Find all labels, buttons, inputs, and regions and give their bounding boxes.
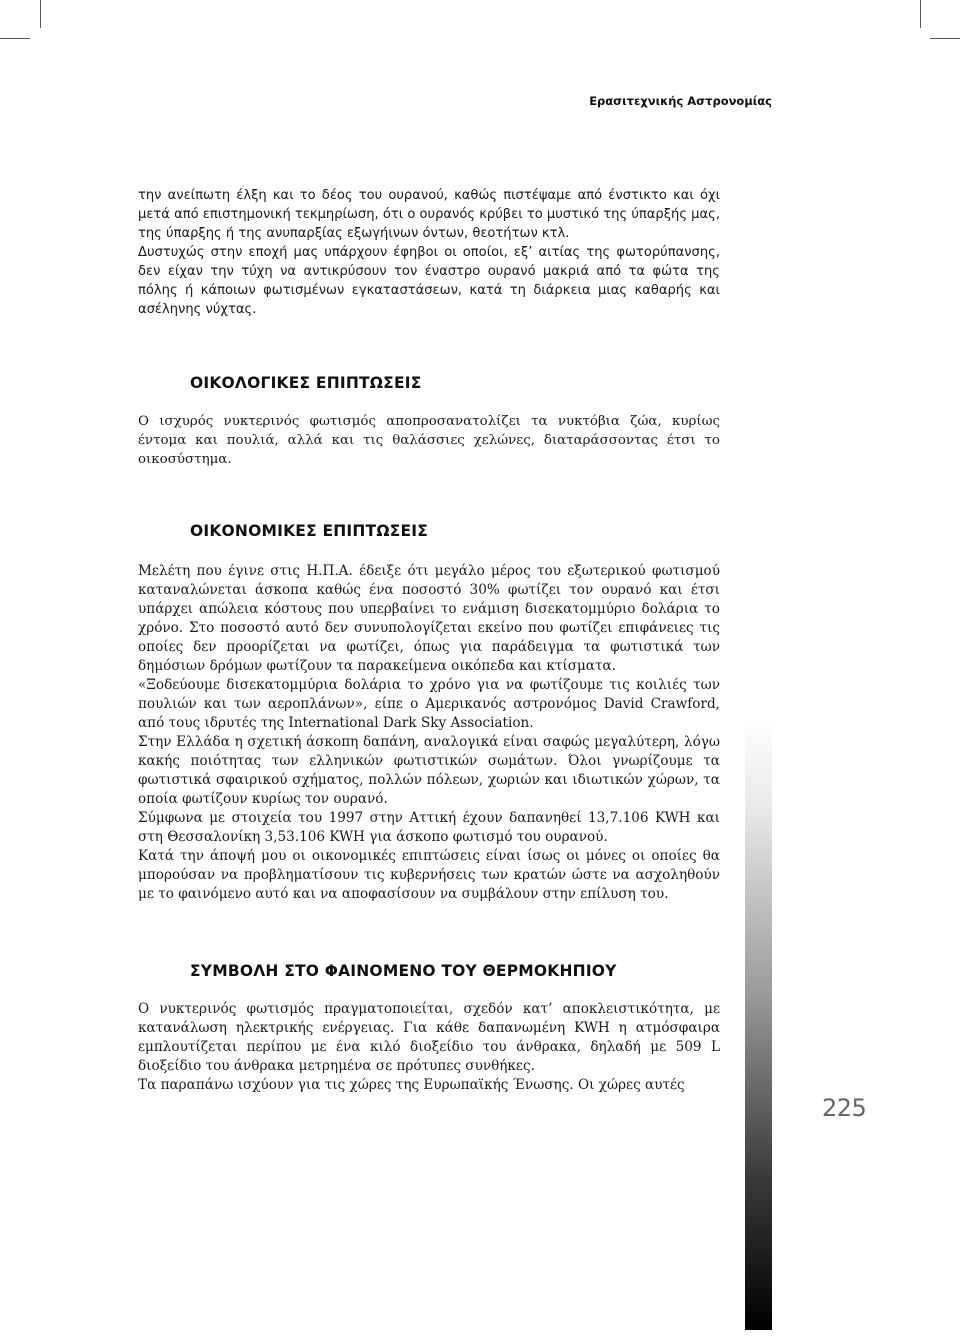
economic-paragraph-2: «Ξοδεύουμε δισεκατομμύρια δολάρια το χρόνο για να φωτίζουμε τις κοιλιές των πουλιών και των αεροπλάνων», είπε ο Αμερικανός αστρονόμος David Crawford, από τους ιδρυτές της International Dark Sky Association.	[138, 677, 720, 731]
crop-mark-top-left-vertical	[40, 0, 41, 28]
intro-block	[138, 186, 720, 319]
page-number: 225	[822, 1094, 867, 1122]
crop-mark-top-right-vertical	[920, 0, 921, 28]
economic-paragraph-1: Μελέτη που έγινε στις Η.Π.Α. έδειξε ότι μεγάλο μέρος του εξωτερικού φωτισμού καταναλώνεται άσκοπα καθώς ένα ποσοστό 30% φωτίζει τον ουρανό και έτσι υπάρχει απώλεια κόστους που υπερβαίνει το ενάμιση δισεκατομμύριο δολάρια το χρόνο. Στο ποσοστό αυτό δεν συνυπολογίζεται εκείνο που φωτίζει επιφάνειες τις οποίες δεν προορίζεται να φωτίζει, όπως για παράδειγμα τα φωτιστικά των δημόσιων δρόμων φωτίζουν τα παρακείμενα οικόπεδα και κτίσματα.	[138, 563, 720, 674]
heading-greenhouse: ΣΥΜΒΟΛΗ ΣΤΟ ΦΑΙΝΟΜΕΝΟ ΤΟΥ ΘΕΡΜΟΚΗΠΙΟΥ	[190, 962, 617, 980]
gradient-side-bar	[745, 718, 772, 1330]
running-header: Ερασιτεχνικής Αστρονομίας	[589, 94, 772, 108]
greenhouse-paragraph-2: Τα παραπάνω ισχύουν για τις χώρες της Ευρωπαϊκής Ένωσης. Οι χώρες αυτές	[138, 1077, 685, 1093]
heading-ecological: ΟΙΚΟΛΟΓΙΚΕΣ ΕΠΙΠΤΩΣΕΙΣ	[190, 374, 422, 392]
intro-paragraph-1: την ανείπωτη έλξη και το δέος του ουρανού, καθώς πιστέψαμε από ένστικτο και όχι μετά από επιστημονική τεκμηρίωση, ότι ο ουρανός κρύβει το μυστικό της ύπαρξής μας, της ύπαρξης ή της ανυπαρξίας εξωγήινων όντων, θεοτήτων κτλ.	[138, 188, 720, 241]
economic-paragraph-5: Κατά την άποψή μου οι οικονομικές επιπτώσεις είναι ίσως οι μόνες οι οποίες θα μπορούσαν να προβληματίσουν τις κυβερνήσεις των κρατών ώστε να ασχοληθούν με το φαινόμενο αυτό και να αποφασίσουν να συμβάλουν στην επίλυση του.	[138, 848, 720, 902]
economic-paragraph-3: Στην Ελλάδα η σχετική άσκοπη δαπάνη, αναλογικά είναι σαφώς μεγαλύτερη, λόγω κακής ποιότητας των ελληνικών φωτιστικών σωμάτων. Όλοι γνωρίζουμε τα φωτιστικά σφαιρικού σχήματος, πολλών πόλεων, χωριών και ιδιωτικών χώρων, τα οποία φωτίζουν κυρίως τον ουρανό.	[138, 734, 720, 807]
greenhouse-block	[138, 1000, 720, 1095]
economic-block	[138, 562, 720, 904]
heading-economic: ΟΙΚΟΝΟΜΙΚΕΣ ΕΠΙΠΤΩΣΕΙΣ	[190, 522, 429, 540]
greenhouse-paragraph-1: Ο νυκτερινός φωτισμός πραγματοποιείται, σχεδόν κατ’ αποκλειστικότητα, με κατανάλωση ηλεκτρικής ενέργειας. Για κάθε δαπανωμένη KWH η ατμόσφαιρα εμπλουτίζεται περίπου με ένα κιλό διοξείδιο του άνθρακα, δηλαδή με 509 L διοξείδιο του άνθρακα μετρημένα σε πρότυπες συνθήκες.	[138, 1001, 720, 1074]
intro-paragraph-2: Δυστυχώς στην εποχή μας υπάρχουν έφηβοι οι οποίοι, εξ’ αιτίας της φωτορύπανσης, δεν είχαν την τύχη να αντικρύσουν τον έναστρο ουρανό μακριά από τα φώτα της πόλης ή κάποιων φωτισμένων εγκαταστάσεων, κατά τη διάρκεια μιας καθαρής και ασέληνης νύχτας.	[138, 245, 720, 317]
economic-paragraph-4: Σύμφωνα με στοιχεία του 1997 στην Αττική έχουν δαπανηθεί 13,7.106 KWH και στη Θεσσαλονίκη 3,53.106 KWH για άσκοπο φωτισμό του ουρανού.	[138, 810, 720, 845]
ecological-paragraph: Ο ισχυρός νυκτερινός φωτισμός αποπροσανατολίζει τα νυκτόβια ζώα, κυρίως έντομα και πουλιά, αλλά και τις θαλάσσιες χελώνες, διαταράσσοντας έτσι το οικοσύστημα.	[138, 414, 720, 467]
crop-mark-top-left-horizontal	[0, 38, 30, 39]
crop-mark-top-right-horizontal	[930, 38, 960, 39]
ecological-block	[138, 412, 720, 469]
